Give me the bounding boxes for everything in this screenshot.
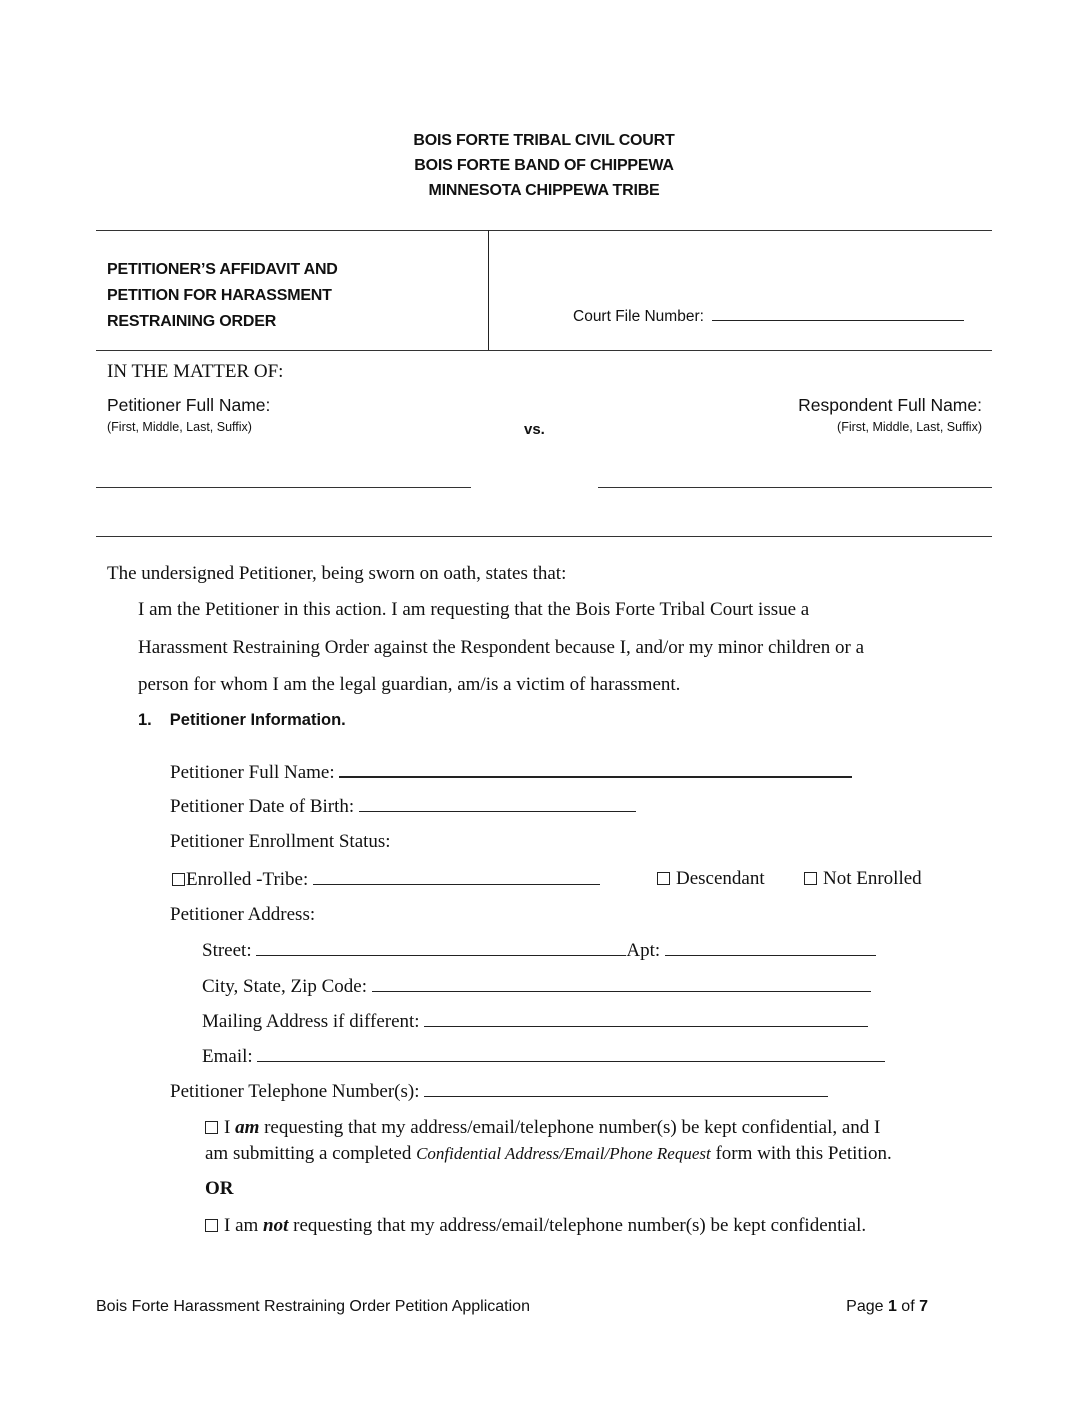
descendant-checkbox[interactable]	[657, 872, 670, 885]
mailing-address-row	[202, 1010, 868, 1033]
title-line: PETITION FOR HARASSMENT	[107, 287, 332, 304]
page-total: 7	[919, 1298, 928, 1315]
court-file-label: Court File Number:	[573, 308, 704, 325]
matter-bottom-rule	[96, 536, 992, 537]
city-state-zip-input[interactable]	[372, 975, 871, 992]
respondent-name-hint: (First, Middle, Last, Suffix)	[837, 420, 982, 434]
caption-top-rule	[96, 230, 992, 231]
confidential-am-checkbox[interactable]	[205, 1121, 218, 1134]
descendant-option[interactable]	[657, 868, 765, 890]
email-row	[202, 1045, 885, 1068]
section-1-heading	[138, 711, 346, 730]
option-emphasis: am	[235, 1117, 260, 1138]
petitioner-dob-row	[170, 795, 636, 818]
petitioner-name-input[interactable]	[96, 470, 471, 488]
field-label: Mailing Address if different:	[202, 1011, 420, 1032]
caption-divider	[488, 230, 489, 350]
document-title	[107, 257, 338, 335]
confidential-not-option[interactable]	[205, 1215, 866, 1237]
enrollment-status-label: Petitioner Enrollment Status:	[170, 831, 391, 852]
confidential-not-checkbox[interactable]	[205, 1219, 218, 1232]
band-name: BOIS FORTE BAND OF CHIPPEWA	[414, 157, 674, 174]
intro-line: I am the Petitioner in this action. I am requesting that the Bois Forte Tribal Court issue a	[138, 599, 810, 620]
section-title: Petitioner Information.	[169, 711, 346, 729]
enrolled-tribe-row	[172, 868, 600, 891]
field-label: City, State, Zip Code:	[202, 976, 368, 997]
field-label: Street:	[202, 940, 252, 961]
petitioner-dob-input[interactable]	[359, 795, 636, 812]
telephone-row	[170, 1080, 828, 1103]
title-line: RESTRAINING ORDER	[107, 313, 277, 330]
intro-line: Harassment Restraining Order against the Respondent because I, and/or my minor children or a	[138, 637, 865, 658]
option-text: I am	[224, 1215, 264, 1236]
street-row	[202, 939, 876, 962]
street-input[interactable]	[256, 939, 626, 956]
page-of: of	[896, 1298, 920, 1315]
not-enrolled-option[interactable]	[804, 868, 922, 890]
petitioner-address-label: Petitioner Address:	[170, 904, 316, 925]
court-name: BOIS FORTE TRIBAL CIVIL COURT	[413, 132, 675, 149]
versus-label: vs.	[524, 421, 545, 438]
section-number: 1.	[138, 711, 152, 729]
descendant-label: Descendant	[676, 868, 765, 889]
petitioner-full-name-input[interactable]	[339, 760, 852, 778]
page-current: 1	[887, 1298, 897, 1315]
apt-label: Apt:	[626, 940, 661, 961]
petitioner-full-name-row	[170, 760, 852, 784]
oath-statement: The undersigned Petitioner, being sworn on oath, states that:	[107, 563, 567, 584]
respondent-name-input[interactable]	[598, 470, 992, 488]
email-input[interactable]	[257, 1045, 885, 1062]
field-label: Petitioner Telephone Number(s):	[170, 1081, 420, 1102]
confidential-request-form-name: Confidential Address/Email/Phone Request	[416, 1144, 711, 1163]
option-text: I	[224, 1117, 236, 1138]
city-state-zip-row	[202, 975, 871, 998]
intro-line: person for whom I am the legal guardian, am/is a victim of harassment.	[138, 674, 681, 695]
option-text: requesting that my address/email/telephone number(s) be kept confidential, and I	[259, 1117, 881, 1138]
court-file-input[interactable]	[712, 304, 964, 321]
petitioner-name-hint: (First, Middle, Last, Suffix)	[107, 420, 252, 434]
enrolled-tribe-input[interactable]	[313, 868, 600, 885]
confidential-am-option-line2	[205, 1143, 892, 1165]
field-label: Petitioner Date of Birth:	[170, 796, 355, 817]
not-enrolled-label: Not Enrolled	[823, 868, 922, 889]
option-text: requesting that my address/email/telephone number(s) be kept confidential.	[288, 1215, 867, 1236]
or-separator: OR	[205, 1178, 234, 1199]
petitioner-name-label: Petitioner Full Name:	[107, 395, 271, 415]
field-label: Petitioner Full Name:	[170, 762, 335, 783]
mailing-address-input[interactable]	[424, 1010, 868, 1027]
enrolled-checkbox[interactable]	[172, 873, 185, 886]
not-enrolled-checkbox[interactable]	[804, 872, 817, 885]
telephone-input[interactable]	[424, 1080, 828, 1097]
caption-bottom-rule	[96, 350, 992, 351]
option-emphasis: not	[263, 1215, 289, 1236]
title-line: PETITIONER’S AFFIDAVIT AND	[107, 261, 338, 278]
page-word: Page	[846, 1298, 888, 1315]
court-file-number	[573, 304, 964, 326]
matter-heading: IN THE MATTER OF:	[107, 361, 284, 382]
respondent-name-label: Respondent Full Name:	[798, 395, 982, 415]
field-label: Enrolled -Tribe:	[186, 869, 309, 890]
option-text: am submitting a completed	[205, 1143, 417, 1164]
tribe-name: MINNESOTA CHIPPEWA TRIBE	[428, 182, 660, 199]
field-label: Email:	[202, 1046, 253, 1067]
confidential-am-option[interactable]	[205, 1117, 880, 1139]
footer-document-name: Bois Forte Harassment Restraining Order Petition Application	[96, 1298, 530, 1315]
footer-page-number	[846, 1298, 928, 1316]
apt-input[interactable]	[665, 939, 876, 956]
option-text: form with this Petition.	[710, 1143, 892, 1164]
